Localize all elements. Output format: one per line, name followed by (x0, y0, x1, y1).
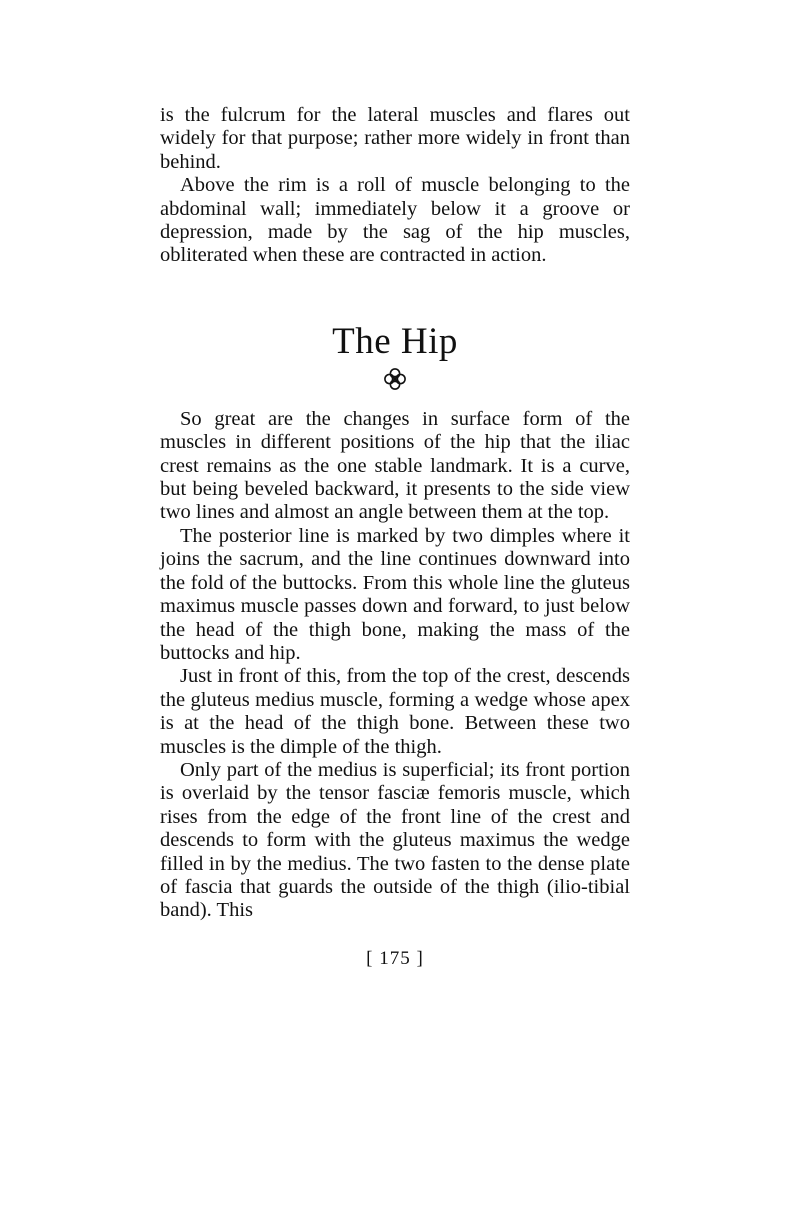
book-page (160, 104, 630, 971)
intro-paragraph: Above the rim is a roll of muscle belonging to the abdominal wall; immediately below it a groove or depression, made by the sag of the hip muscles, obliterated when these are contracted in action. (160, 174, 630, 267)
body-paragraph: Only part of the medius is superficial; its front portion is overlaid by the tensor fasciæ femoris muscle, which rises from the edge of the front line of the crest and descends to form with the gluteus maximus the wedge filled in by the medius. The two fasten to the dense plate of fascia that guards the outside of the thigh (ilio-tibial band). This (160, 758, 630, 922)
page-number: [ 175 ] (366, 947, 424, 969)
intro-paragraph-continued: is the fulcrum for the lateral muscles and flares out widely for that purpose; rather more widely in front than behind. (160, 104, 630, 173)
body-paragraph: Just in front of this, from the top of the crest, descends the gluteus medius muscle, forming a wedge whose apex is at the head of the thigh bone. Between these two muscles is the dimple of the thigh. (160, 665, 630, 758)
section-body (160, 408, 630, 923)
body-paragraph: The posterior line is marked by two dimples where it joins the sacrum, and the line continues downward into the fold of the buttocks. From this whole line the gluteus maximus muscle passes down and forward, to just below the head of the thigh bone, making the mass of the buttocks and hip. (160, 524, 630, 664)
section-title: The Hip (332, 320, 458, 362)
floral-ornament-icon (382, 366, 408, 392)
body-paragraph: So great are the changes in surface form of the muscles in different positions of the hip that the iliac crest remains as the one stable landmark. It is a curve, but being beveled backward, it presents to the side view two lines and almost an angle between them at the top. (160, 407, 630, 524)
